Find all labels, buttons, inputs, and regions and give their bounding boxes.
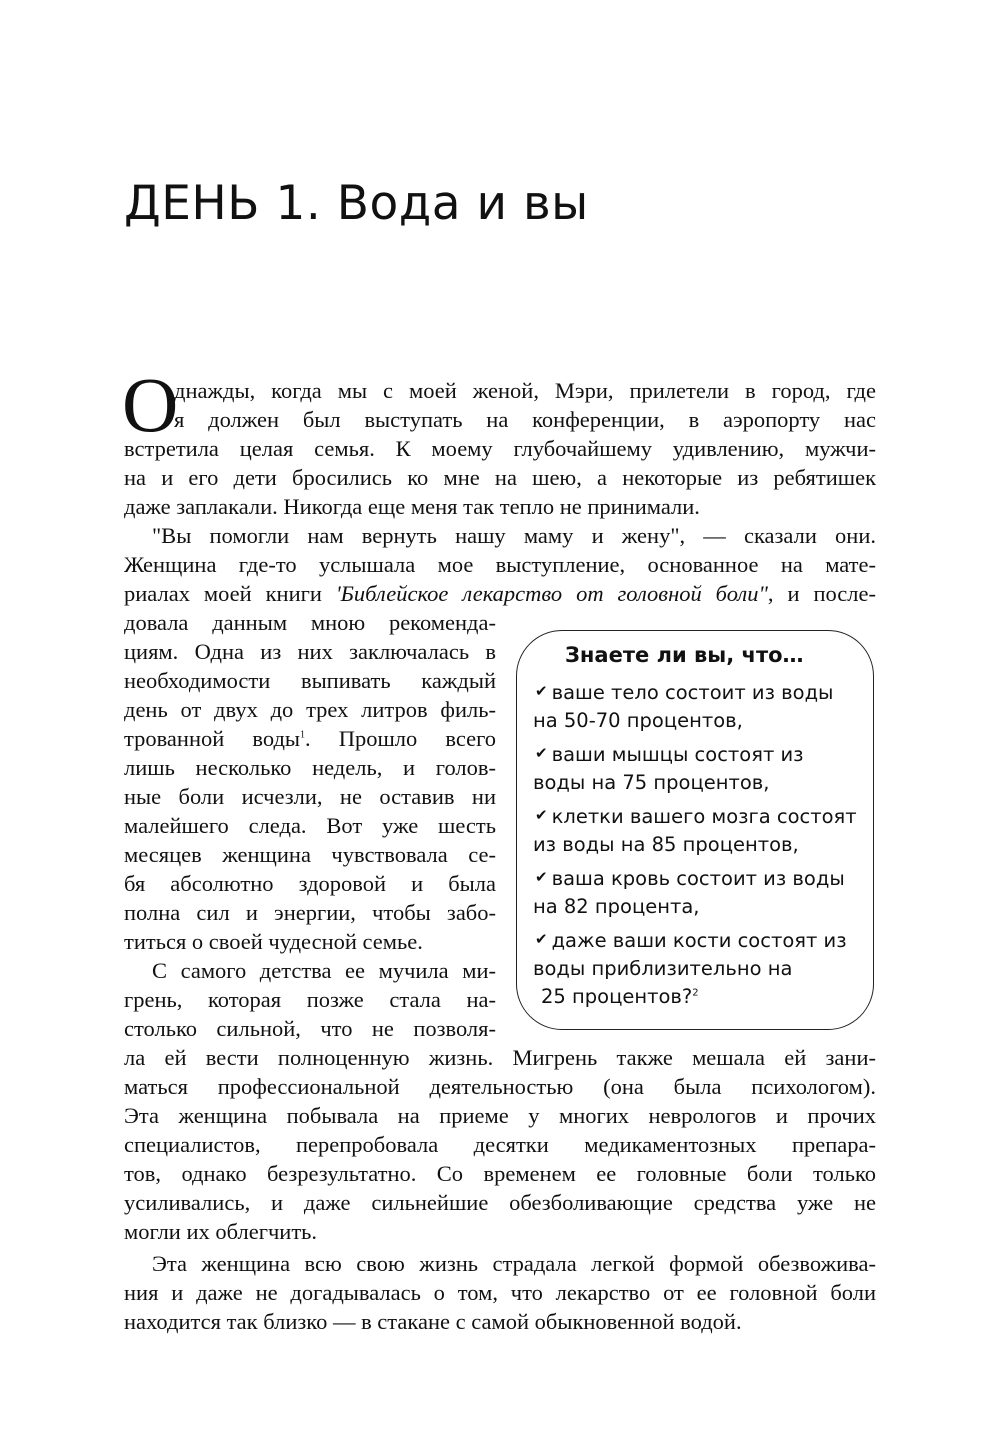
- text-line: полна сил и энергии, чтобы забо-: [124, 900, 496, 925]
- sidebar-item-text: из воды на 85 процентов,: [533, 833, 799, 856]
- text-line: "Вы помогли нам вернуть нашу маму и жену", — сказали они.: [152, 523, 876, 548]
- text-line: специалистов, перепробовала десятки медикаментозных препара-: [124, 1132, 876, 1157]
- sidebar-item-text: воды на 75 процентов,: [533, 771, 770, 794]
- chapter-title: ДЕНЬ 1. Вода и вы: [124, 176, 589, 231]
- sidebar-item: [535, 803, 857, 831]
- text-line: месяцев женщина чувствовала се-: [124, 842, 496, 867]
- sidebar-item-text: даже ваши кости состоят из: [551, 929, 847, 952]
- drop-cap: О: [122, 361, 179, 448]
- text-fragment: трованной воды: [124, 726, 301, 751]
- text-line: С самого детства ее мучила ми-: [152, 958, 496, 983]
- check-icon: ✔: [535, 868, 548, 886]
- text-fragment: . Прошло всего: [305, 726, 496, 751]
- text-line: бя абсолютно здоровой и была: [124, 871, 496, 896]
- text-line: Женщина где-то услышала мое выступление, основанное на мате-: [124, 552, 876, 577]
- text-fragment: , и после-: [767, 581, 876, 606]
- text-line: довала данным мною рекоменда-: [124, 610, 496, 635]
- text-line: титься о своей чудесной семье.: [124, 929, 423, 954]
- text-line: ные боли исчезли, не оставив ни: [124, 784, 496, 809]
- text-line: даже заплакали. Никогда еще меня так тепло не принимали.: [124, 494, 700, 519]
- text-line: день от двух до трех литров филь-: [124, 697, 496, 722]
- check-icon: ✔: [535, 930, 548, 948]
- sidebar-item-text: ваши мышцы состоят из: [551, 743, 804, 766]
- footnote-ref[interactable]: 2: [692, 987, 699, 999]
- sidebar-item-text-with-footnote: [541, 983, 699, 1011]
- did-you-know-box: [516, 630, 874, 1030]
- check-icon: ✔: [535, 682, 548, 700]
- text-line: на и его дети бросились ко мне на шею, а некоторые из ребятишек: [124, 465, 876, 490]
- book-title: 'Библейское лекарство от головной боли": [335, 581, 768, 606]
- text-line: встретила целая семья. К моему глубочайшему удивлению, мужчи-: [124, 436, 876, 461]
- check-icon: ✔: [535, 744, 548, 762]
- check-icon: ✔: [535, 806, 548, 824]
- text-line: ния и даже не догадывалась о том, что лекарство от ее головной боли: [124, 1280, 876, 1305]
- text-line: циям. Одна из них заключалась в: [124, 639, 496, 664]
- sidebar-item: [535, 679, 833, 707]
- sidebar-item: [535, 927, 847, 955]
- sidebar-item-text: ваше тело состоит из воды: [551, 681, 834, 704]
- text-line: усиливались, и даже сильнейшие обезболивающие средства уже не: [124, 1190, 876, 1215]
- sidebar-item: [535, 865, 845, 893]
- text-line: находится так близко — в стакане с самой обыкновенной водой.: [124, 1309, 742, 1334]
- text-line: тов, однако безрезультатно. Со временем ее головные боли только: [124, 1161, 876, 1186]
- text-line-with-footnote: [124, 724, 496, 754]
- text-line: ла ей вести полноценную жизнь. Мигрень также мешала ей зани-: [124, 1045, 876, 1070]
- text-line: маться профессиональной деятельностью (она была психологом).: [124, 1074, 876, 1099]
- text-line: грень, которая позже стала на-: [124, 987, 496, 1012]
- text-line: Эта женщина побывала на приеме у многих неврологов и прочих: [124, 1103, 876, 1128]
- text-line-with-book-title: [124, 579, 876, 609]
- text-line: необходимости выпивать каждый: [124, 668, 496, 693]
- sidebar-item-text: на 82 процента,: [533, 895, 700, 918]
- sidebar-title: Знаете ли вы, что…: [565, 643, 804, 667]
- text-fragment: риалах моей книги: [124, 581, 336, 606]
- sidebar-item-text: 25 процентов?: [541, 985, 693, 1008]
- sidebar-item-text: воды приблизительно на: [533, 957, 793, 980]
- text-line: малейшего следа. Вот уже шесть: [124, 813, 496, 838]
- sidebar-item-text: клетки вашего мозга состоят: [551, 805, 857, 828]
- sidebar-item-text: на 50-70 процентов,: [533, 709, 743, 732]
- footnote-ref[interactable]: 1: [300, 729, 306, 741]
- text-line: столько сильной, что не позволя-: [124, 1016, 496, 1041]
- text-line: я должен был выступать на конференции, в аэропорту нас: [174, 407, 876, 432]
- text-line: Эта женщина всю свою жизнь страдала легкой формой обезвожива-: [152, 1251, 876, 1276]
- text-line: лишь несколько недель, и голов-: [124, 755, 496, 780]
- sidebar-item: [535, 741, 804, 769]
- text-line: могли их облегчить.: [124, 1219, 318, 1244]
- sidebar-item-text: ваша кровь состоит из воды: [551, 867, 845, 890]
- text-line: днажды, когда мы с моей женой, Мэри, прилетели в город, где: [174, 378, 876, 403]
